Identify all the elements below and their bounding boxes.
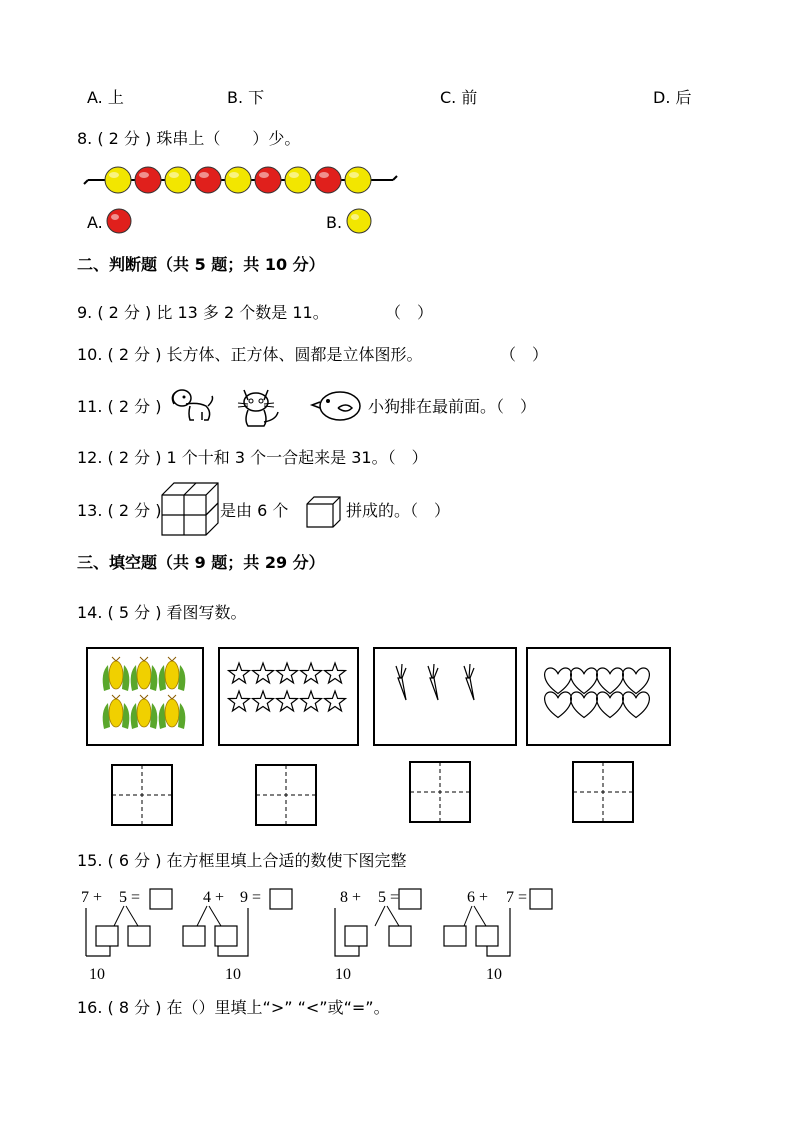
yellow-bead xyxy=(225,167,251,193)
eq3-right: 5 = xyxy=(378,889,400,906)
yellow-bead xyxy=(345,167,371,193)
eq4-split-diagram xyxy=(440,888,550,958)
q13-mid: 是由 6 个 xyxy=(220,501,289,520)
unit-cube-icon xyxy=(306,496,342,528)
q9-answer-paren: （ ） xyxy=(385,303,434,322)
star-icon xyxy=(229,663,250,683)
star-icon xyxy=(229,691,250,711)
yellow-bead xyxy=(165,167,191,193)
q16-stem: 16. ( 8 分 ) 在（）里填上“>” “<”或“=”。 xyxy=(77,998,390,1017)
corn-icon xyxy=(103,695,130,729)
q10-stem: 10. ( 2 分 ) 长方体、正方体、圆都是立体图形。 xyxy=(77,345,423,364)
red-bead xyxy=(255,167,281,193)
eq1-right: 5 = xyxy=(119,889,141,906)
q7-option-c: C. 前 xyxy=(440,88,478,107)
heart-icon xyxy=(623,668,650,694)
red-bead xyxy=(135,167,161,193)
eq4-left: 6 + xyxy=(467,889,489,906)
corn-icon xyxy=(159,695,186,729)
q9-stem: 9. ( 2 分 ) 比 13 多 2 个数是 11。 xyxy=(77,303,329,322)
eq1-left: 7 + xyxy=(81,889,103,906)
corn-icon xyxy=(131,695,158,729)
red-bead-icon xyxy=(106,208,132,234)
eq2-split-diagram xyxy=(180,888,290,958)
q7-option-b: B. 下 xyxy=(227,88,265,107)
q7-option-a: A. 上 xyxy=(87,88,124,107)
q13-stem: 13. ( 2 分 ) xyxy=(77,501,162,520)
star-icon xyxy=(301,691,322,711)
corn-icon xyxy=(159,657,186,691)
eq4-ten: 10 xyxy=(486,966,502,983)
star-icons xyxy=(225,660,355,720)
eq1-split-diagram xyxy=(80,888,180,958)
heart-icon xyxy=(597,692,624,718)
cube-stack-icon xyxy=(160,481,220,537)
star-icon xyxy=(277,691,298,711)
corn-icons xyxy=(96,655,196,735)
eq4-right: 7 = xyxy=(506,889,528,906)
heart-icons xyxy=(543,668,663,728)
q8-option-a-label: A. xyxy=(87,213,103,232)
corn-icon xyxy=(103,657,130,691)
cat-icon xyxy=(234,384,284,428)
yellow-bead-icon xyxy=(346,208,372,234)
star-icon xyxy=(253,663,274,683)
dog-icon xyxy=(168,386,218,426)
section-3-title: 三、填空题（共 9 题；共 29 分） xyxy=(77,553,325,572)
eq3-split-diagram xyxy=(333,888,433,958)
bead-string xyxy=(88,162,398,202)
eq3-left: 8 + xyxy=(340,889,362,906)
corn-icon xyxy=(131,657,158,691)
section-2-title: 二、判断题（共 5 题；共 10 分） xyxy=(77,255,325,274)
carrot-icons xyxy=(390,664,490,714)
yellow-bead xyxy=(285,167,311,193)
eq2-right: 9 = xyxy=(240,889,262,906)
star-icon xyxy=(325,691,346,711)
answer-grid-4[interactable] xyxy=(572,761,634,823)
star-icon xyxy=(253,691,274,711)
eq1-ten: 10 xyxy=(89,966,105,983)
yellow-bead xyxy=(105,167,131,193)
star-icon xyxy=(325,663,346,683)
heart-icon xyxy=(597,668,624,694)
star-icon xyxy=(301,663,322,683)
q7-option-d: D. 后 xyxy=(653,88,692,107)
q13-end: 拼成的。（ ） xyxy=(346,501,451,520)
answer-grid-2[interactable] xyxy=(255,764,317,826)
chick-icon xyxy=(310,388,366,424)
q8-stem: 8. ( 2 分 ) 珠串上（ ）少。 xyxy=(77,129,301,148)
eq2-left: 4 + xyxy=(203,889,225,906)
answer-grid-3[interactable] xyxy=(409,761,471,823)
red-bead xyxy=(315,167,341,193)
heart-icon xyxy=(571,692,598,718)
q8-option-b-label: B. xyxy=(326,213,343,232)
heart-icon xyxy=(545,692,572,718)
q14-stem: 14. ( 5 分 ) 看图写数。 xyxy=(77,603,247,622)
q12-stem: 12. ( 2 分 ) 1 个十和 3 个一合起来是 31。（ ） xyxy=(77,448,428,467)
q15-stem: 15. ( 6 分 ) 在方框里填上合适的数使下图完整 xyxy=(77,851,407,870)
q11-stem: 11. ( 2 分 ) xyxy=(77,397,162,416)
eq2-ten: 10 xyxy=(225,966,241,983)
heart-icon xyxy=(623,692,650,718)
red-bead xyxy=(195,167,221,193)
star-icon xyxy=(277,663,298,683)
q10-answer-paren: （ ） xyxy=(500,345,549,364)
heart-icon xyxy=(571,668,598,694)
eq3-ten: 10 xyxy=(335,966,351,983)
heart-icon xyxy=(545,668,572,694)
answer-grid-1[interactable] xyxy=(111,764,173,826)
q11-text: 小狗排在最前面。（ ） xyxy=(368,397,537,416)
